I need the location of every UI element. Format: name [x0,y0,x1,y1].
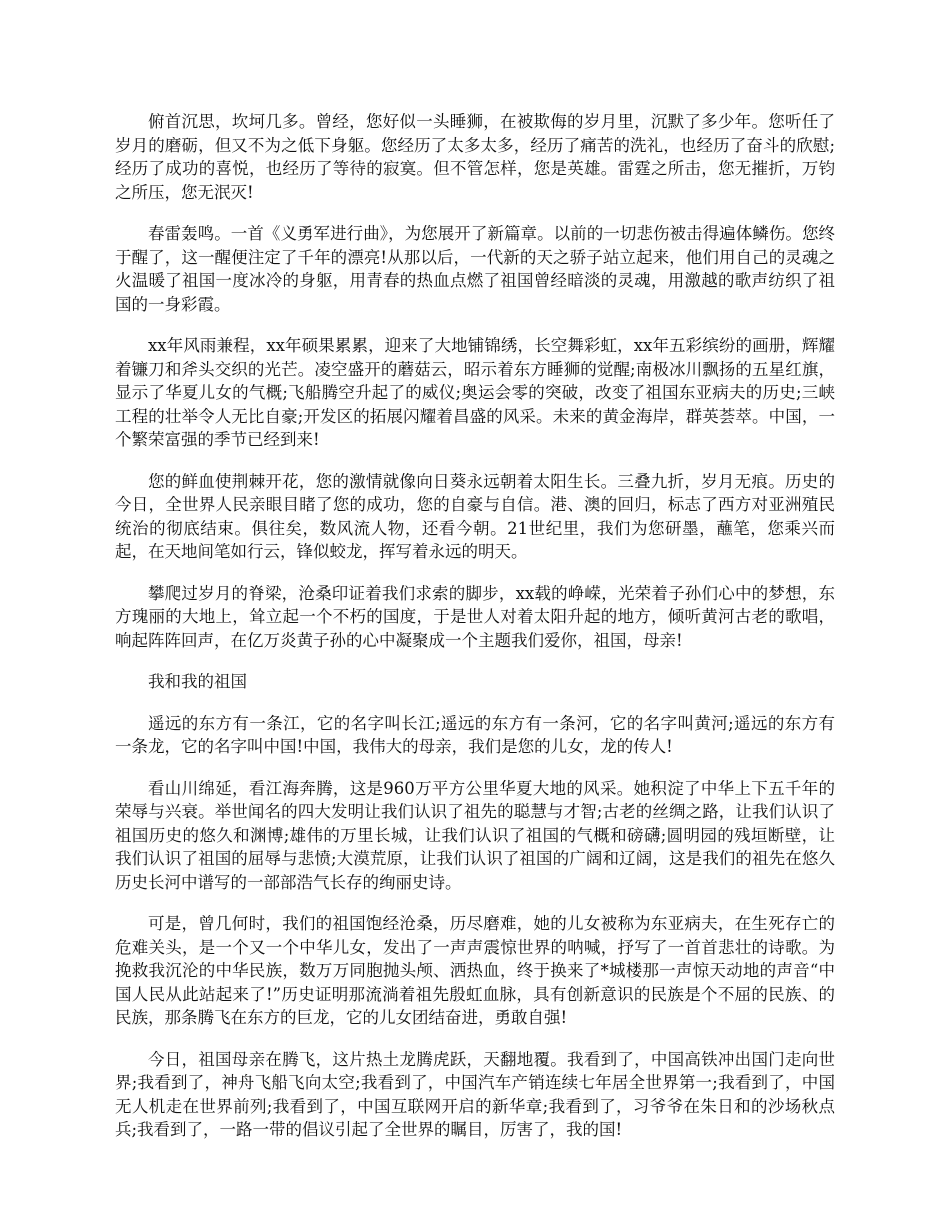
section-heading: 我和我的祖国 [148,672,247,691]
paragraph-2: 春雷轰鸣。一首《义勇军进行曲》，为您展开了新篇章。以前的一切悲伤被击得遍体鳞伤。您终于醒了，这一醒便注定了千年的漂亮!从那以后，一代新的天之骄子站立起来，他们用自己的灵魂之火温暖了祖国一度冰冷的身躯，用青春的热血点燃了祖国曾经暗淡的灵魂，用激越的歌声纺织了祖国的一身彩霞。 [115,224,835,314]
paragraph-9: 今日，祖国母亲在腾飞，这片热土龙腾虎跃，天翻地覆。我看到了，中国高铁冲出国门走向世界;我看到了，神舟飞船飞向太空;我看到了，中国汽车产销连续七年居全世界第一;我看到了，中国无人机走在世界前列;我看到了，中国互联网开启的新华章;我看到了，习爷爷在朱日和的沙场秋点兵;我看到了，一路一带的倡议引起了全世界的瞩目，厉害了，我的国! [115,1049,835,1139]
paragraph-6: 遥远的东方有一条江，它的名字叫长江;遥远的东方有一条河，它的名字叫黄河;遥远的东方有一条龙，它的名字叫中国!中国，我伟大的母亲，我们是您的儿女，龙的传人! [115,713,835,756]
paragraph-3: xx年风雨兼程，xx年硕果累累，迎来了大地铺锦绣，长空舞彩虹，xx年五彩缤纷的画册，辉耀着镰刀和斧头交织的光芒。凌空盛开的蘑菇云，昭示着东方睡狮的觉醒;南极冰川飘扬的五星红旗，显示了华夏儿女的气概;飞船腾空升起了的威仪;奥运会零的突破，改变了祖国东亚病夫的历史;三峡工程的壮举令人无比自豪;开发区的拓展闪耀着昌盛的风采。未来的黄金海岸，群英荟萃。中国，一个繁荣富强的季节已经到来! [115,336,835,449]
paragraph-7: 看山川绵延，看江海奔腾，这是960万平方公里华夏大地的风采。她积淀了中华上下五千年的荣辱与兴衰。举世闻名的四大发明让我们认识了祖先的聪慧与才智;古老的丝绸之路，让我们认识了祖国历史的悠久和渊博;雄伟的万里长城，让我们认识了祖国的气概和磅礴;圆明园的残垣断壁，让我们认识了祖国的屈辱与悲愤;大漠荒原，让我们认识了祖国的广阔和辽阔，这是我们的祖先在悠久历史长河中谱写的一部部浩气长存的绚丽史诗。 [115,778,835,892]
paragraph-1: 俯首沉思，坎坷几多。曾经，您好似一头睡狮，在被欺侮的岁月里，沉默了多少年。您听任了岁月的磨砺，但又不为之低下身躯。您经历了太多太多，经历了痛苦的洗礼，也经历了奋斗的欣慰;经历了成功的喜悦，也经历了等待的寂寞。但不管怎样，您是英雄。雷霆之所击，您无摧折，万钧之所压，您无泯灭! [115,112,835,202]
paragraph-8: 可是，曾几何时，我们的祖国饱经沧桑，历尽磨难，她的儿女被称为东亚病夫，在生死存亡的危难关头，是一个又一个中华儿女，发出了一声声震惊世界的呐喊，抒写了一首首悲壮的诗歌。为挽救我沉沦的中华民族，数万万同胞抛头颅、洒热血，终于换来了*城楼那一声惊天动地的声音“中国人民从此站起来了!”历史证明那流淌着祖先殷虹血脉，具有创新意识的民族是个不屈的民族、的民族，那条腾飞在东方的巨龙，它的儿女团结奋进，勇敢自强! [115,914,835,1027]
paragraph-4: 您的鲜血使荆棘开花，您的激情就像向日葵永远朝着太阳生长。三叠九折，岁月无痕。历史的今日，全世界人民亲眼目睹了您的成功，您的自豪与自信。港、澳的回归，标志了西方对亚洲殖民统治的彻底结束。俱往矣，数风流人物，还看今朝。21世纪里，我们为您研墨，蘸笔，您乘兴而起，在天地间笔如行云，锋似蛟龙，挥写着永远的明天。 [115,471,835,561]
paragraph-5: 攀爬过岁月的脊梁，沧桑印证着我们求索的脚步，xx载的峥嵘，光荣着子孙们心中的梦想，东方瑰丽的大地上，耸立起一个不朽的国度，于是世人对着太阳升起的地方，倾听黄河古老的歌唱，响起阵阵回声，在亿万炎黄子孙的心中凝聚成一个主题我们爱你，祖国，母亲! [115,583,835,650]
document-body [115,110,835,1160]
